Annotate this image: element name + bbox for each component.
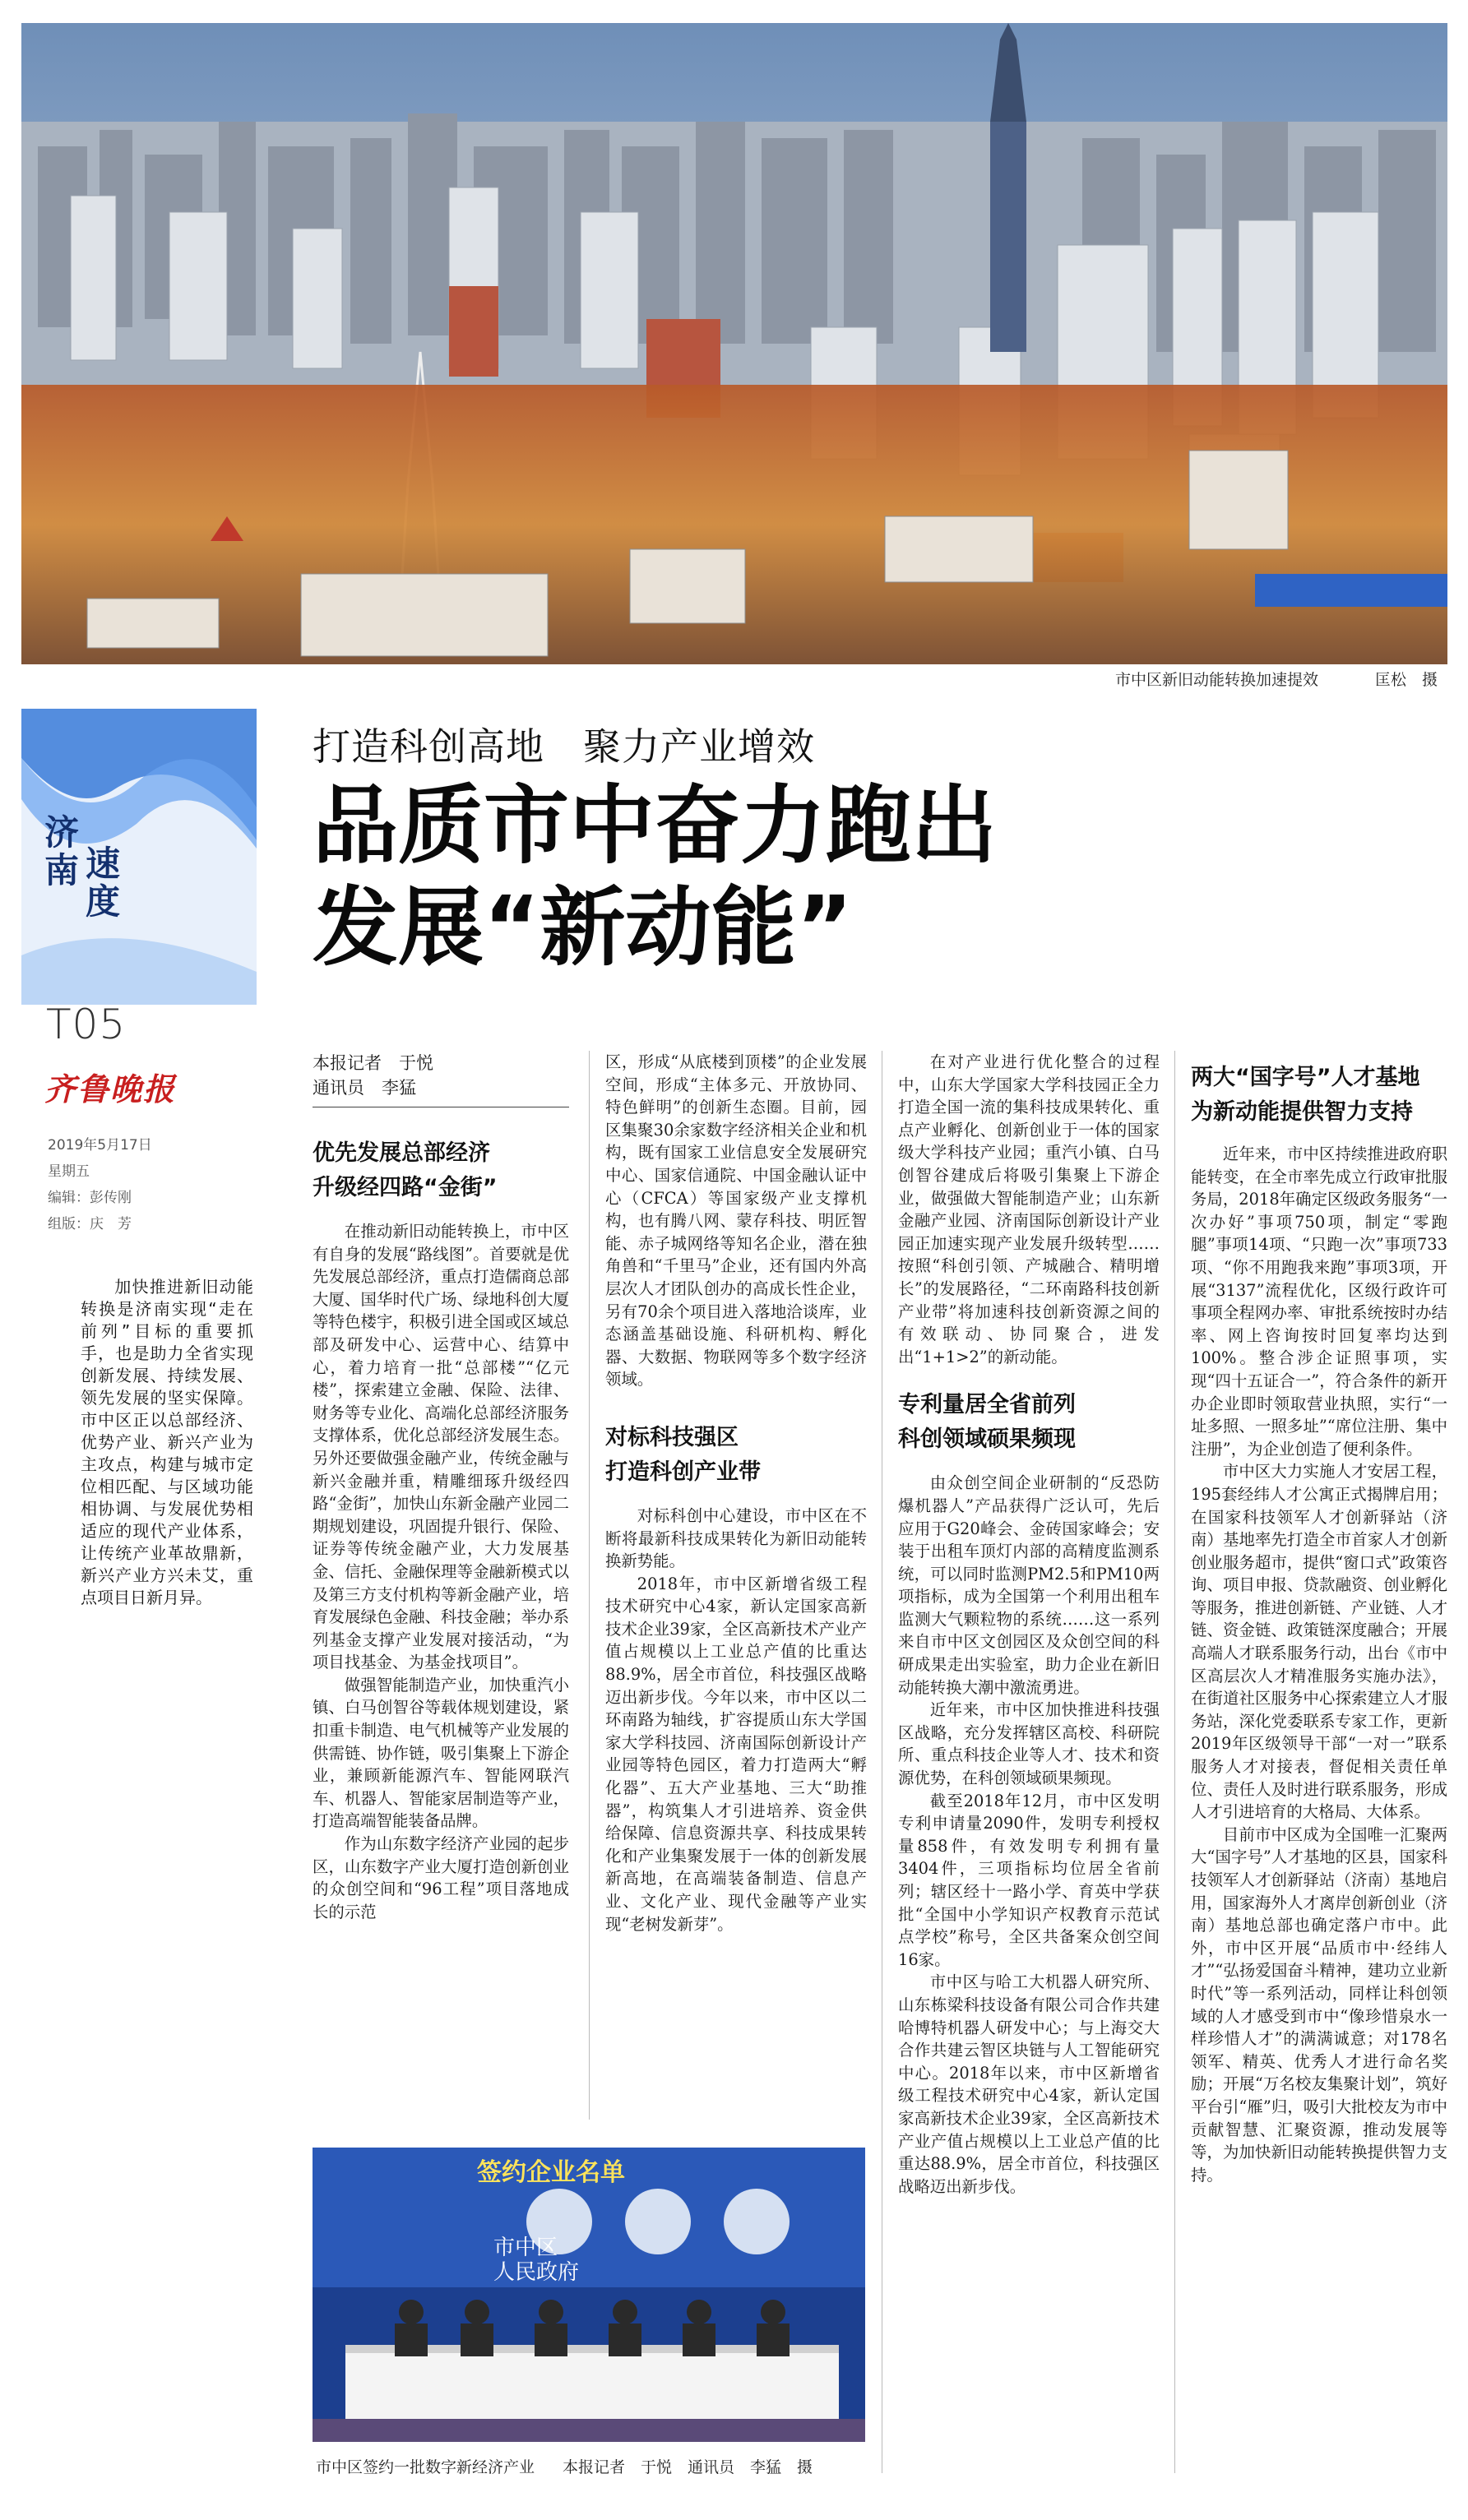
issue-date: 2019年5月17日 <box>48 1137 152 1154</box>
photo-caption: 市中区新旧动能转换加速提效 <box>1115 671 1319 689</box>
article-column-3: 在对产业进行优化整合的过程中，山东大学国家大学科技园正全力打造全国一流的集科技成果转化、重点产业孵化、创新创业于一体的国家级大学科技产业园；重汽小镇、白马创智谷建成后将吸引集聚上下游企业，做强做大智能制造产业；山东新金融产业园、济南国际创新设计产业园正加速实现产业发展升级转型……按照“科创引领、产城融合、精明增长”的发展路径，“二环南路科技创新产业带”将加速科技创新资源之间的有效联动、协同聚合，进发出“1+1>2”的新动能。 专利量居全省前列 科创领域硕果频现 由众创空间企业研制的“反恐防爆机器人”产品获得广泛认可，先后应用于G20峰会、金砖国家峰会；安装于出租车顶灯内部的高精度监测系统，可以同时监测PM2.5和PM10两项指标，成为全国第一个利用出租车监测大气颗粒物的系统……这一系列来自市中区文创园区及众创空间的科研成果走出实验室，助力企业在新旧动能转换大潮中激流勇进。 近年来，市中区加快推进科技强区战略，充分发挥辖区高校、科研院所、重点科技企业等人才、技术和资源优势，在科创领域硕果频现。 截至2018年12月，市中区发明专利申请量2090件，发明专利授权量858件，有效发明专利拥有量3404件，三项指标均位居全省前列；辖区经十一路小学、育英中学获批“全国中小学知识产权教育示范试点学校”称号，全区共备案众创空间16家。 市中区与哈工大机器人研究所、山东栋梁科技设备有限公司合作共建哈博特机器人研发中心；与上海交大合作共建云智区块链与人工智能研究中心。2018年以来，市中区新增省级工程技术研究中心4家，新认定国家高新技术企业39家，全区高新技术产业产值占规模以上工业总产值的比重达88.9%，居全市首位，科技强区战略迈出新步伐。 <box>898 1052 1160 2196</box>
subhead-talent-base: 两大“国字号”人才基地 为新动能提供智力支持 <box>1191 1065 1420 1125</box>
signing-photo-caption: 市中区签约一批数字新经济产业 <box>316 2458 535 2476</box>
subhead-gold-street: 优先发展总部经济 升级经四路“金街” <box>313 1140 498 1200</box>
main-headline: 品质市中奋力跑出 发展“新动能” <box>313 775 998 978</box>
page-number: T05 <box>46 1001 127 1048</box>
sidebar-decorative-band <box>21 709 257 1005</box>
article-column-4: 近年来，市中区持续推进政府职能转变，在全市率先成立行政审批服务局，2018年确定区级政务服务“一次办好”事项750项，制定“零跑腿”事项14项、“只跑一次”事项733项、“你不用跑我来跑”事项3项，开展“3137”流程优化，区级行政许可事项全程网办率、审批系统按时办结率、网上咨询按时回复率均达到100%。整合涉企证照事项，实现“四十五证合一”，符合条件的新开办企业即时领取营业执照，实行“一址多照、一照多址”“席位注册、集中注册”，为企业创造了便利条件。 市中区大力实施人才安居工程，195套经纬人才公寓正式揭牌启用；在国家科技领军人才创新驿站（济南）基地率先打造全市首家人才创新创业服务超市，提供“窗口式”政策咨询、项目申报、贷款融资、创业孵化等服务，推进创新链、产业链、人才链、资金链、政策链深度融合；开展高端人才联系服务行动，出台《市中区高层次人才精准服务实施办法》，在街道社区服务中心探索建立人才服务站，深化党委联系专家工作，更新2019年区级领导干部“一对一”联系服务人才对接表，督促相关责任单位、责任人及时进行联系服务，形成人才引进培育的大格局、大体系。 目前市中区成为全国唯一汇聚两大“国字号”人才基地的区县，国家科技领军人才创新驿站（济南）基地启用，国家海外人才离岸创新创业（济南）基地总部也确定落户市中。此外，市中区开展“品质市中·经纬人才”“弘扬爱国奋斗精神，建功立业新时代”等一系列活动，同样让科创领域的人才感受到市中“像珍惜泉水一样珍惜人才”的满满诚意；对178名领军、精英、优秀人才进行命名奖励；开展“万名校友集聚计划”，筑好平台引“雁”归，吸引大批校友为市中贡献智慧、汇聚资源，推动发展等等，为加快新旧动能转换提供智力支持。 <box>1191 1144 1447 2185</box>
backdrop-text-line-1: 市中区 <box>493 2236 558 2260</box>
column-name-part-2: 速 度 <box>85 844 120 922</box>
article-column-1: 在推动新旧动能转换上，市中区有自身的发展“路线图”。首要就是优先发展总部经济，重点打造儒商总部大厦、国华时代广场、绿地科创大厦等特色楼宇，积极引进全国或区域总部及研发中心、运营中心、结算中心，着力培育一批“总部楼”“亿元楼”，探索建立金融、保险、法律、财务等专业化、高端化总部经济服务支撑体系，优化总部经济发展生态。另外还要做强金融产业，传统金融与新兴金融并重，精雕细琢升级经四路“金街”，加快山东新金融产业园二期规划建设，巩固提升银行、保险、证券等传统金融产业，大力发展基金、信托、金融保理等金融新模式以及第三方支付机构等新金融产业，培育发展绿色金融、科技金融；举办系列基金支撑产业发展对接活动，“为项目找基金、为基金找项目”。 做强智能制造产业，加快重汽小镇、白马创智谷等载体规划建设，紧扣重卡制造、电气机械等产业发展的供需链、协作链，吸引集聚上下游企业，兼顾新能源汽车、智能网联汽车、机器人、智能家居制造等产业，打造高端智能装备品牌。 作为山东数字经济产业园的起步区，山东数字产业大厦打造创新创业的众创空间和“96工程”项目落地成长的示范 <box>313 1222 569 1921</box>
signing-photo-credit: 本报记者 于悦 通讯员 李猛 摄 <box>563 2458 813 2476</box>
byline-correspondent: 通讯员 李猛 <box>313 1078 416 1098</box>
byline-reporter: 本报记者 于悦 <box>313 1053 433 1073</box>
column-divider <box>589 1051 590 2120</box>
layout-credit: 组版：庆 芳 <box>48 1216 132 1232</box>
signing-ceremony-illustration <box>313 2148 865 2442</box>
banner-text: 签约企业名单 <box>477 2158 625 2187</box>
subhead-tech-zone: 对标科技强区 打造科创产业带 <box>605 1424 761 1485</box>
column-name-part-1: 济 南 <box>44 812 79 890</box>
editor-credit: 编辑：彭传刚 <box>48 1190 132 1206</box>
backdrop-text-line-2: 人民政府 <box>493 2260 580 2285</box>
headline-kicker: 打造科创高地 聚力产业增效 <box>313 724 815 769</box>
signing-ceremony-photo <box>313 2148 865 2442</box>
byline-block <box>313 1051 569 1107</box>
subhead-patents: 专利量居全省前列 科创领域硕果频现 <box>898 1392 1076 1453</box>
city-skyline-illustration <box>21 23 1447 664</box>
issue-weekday: 星期五 <box>48 1163 90 1180</box>
newspaper-masthead-logo: 齐鲁晚报 <box>44 1070 177 1107</box>
lead-paragraph: 加快推进新旧动能转换是济南实现“走在前列”目标的重要抓手，也是助力全省实现创新发展、持续发展、领先发展的坚实保障。市中区正以总部经济、优势产业、新兴产业为主攻点，构建与城市定位相匹配、与区域功能相协调、与发展优势相适应的现代产业体系，让传统产业革故鼎新，新兴产业方兴未艾，重点项目日新月异。 <box>81 1277 253 1607</box>
left-sidebar <box>21 709 257 2485</box>
article-column-2: 区，形成“从底楼到顶楼”的企业发展空间，形成“主体多元、开放协同、特色鲜明”的创新生态圈。目前，园区集聚30余家数字经济相关企业和机构，既有国家工业信息安全发展研究中心、国家信通院、中国金融认证中心（CFCA）等国家级产业支撑机构，也有腾八网、蒙存科技、明匠智能、赤子城网络等知名企业，潜在独角兽和“千里马”企业，还有国内外高层次人才团队创办的高成长性企业，另有70余个项目进入落地洽谈库，业态涵盖基础设施、科研机构、孵化器、大数据、物联网等多个数字经济领域。 对标科技强区 打造科创产业带 对标科创中心建设，市中区在不断将最新科技成果转化为新旧动能转换新势能。 2018年，市中区新增省级工程技术研究中心4家，新认定国家高新技术企业39家，全区高新技术产业产值占规模以上工业总产值的比重达88.9%，居全市首位，科技强区战略迈出新步伐。今年以来，市中区以二环南路为轴线，扩容提质山东大学国家大学科技园、济南国际创新设计产业园等特色园区，着力打造两大“孵化器”、五大产业基地、三大“助推器”，构筑集人才引进培养、资金供给保障、信息资源共享、科技成果转化和产业集聚发展于一体的创新发展新高地，在高端装备制造、信息产业、文化产业、现代金融等产业实现“老树发新芽”。 <box>605 1052 867 1934</box>
city-skyline-photo <box>21 23 1447 664</box>
photo-credit: 匡松 摄 <box>1375 671 1438 689</box>
column-divider <box>1174 1051 1175 2473</box>
